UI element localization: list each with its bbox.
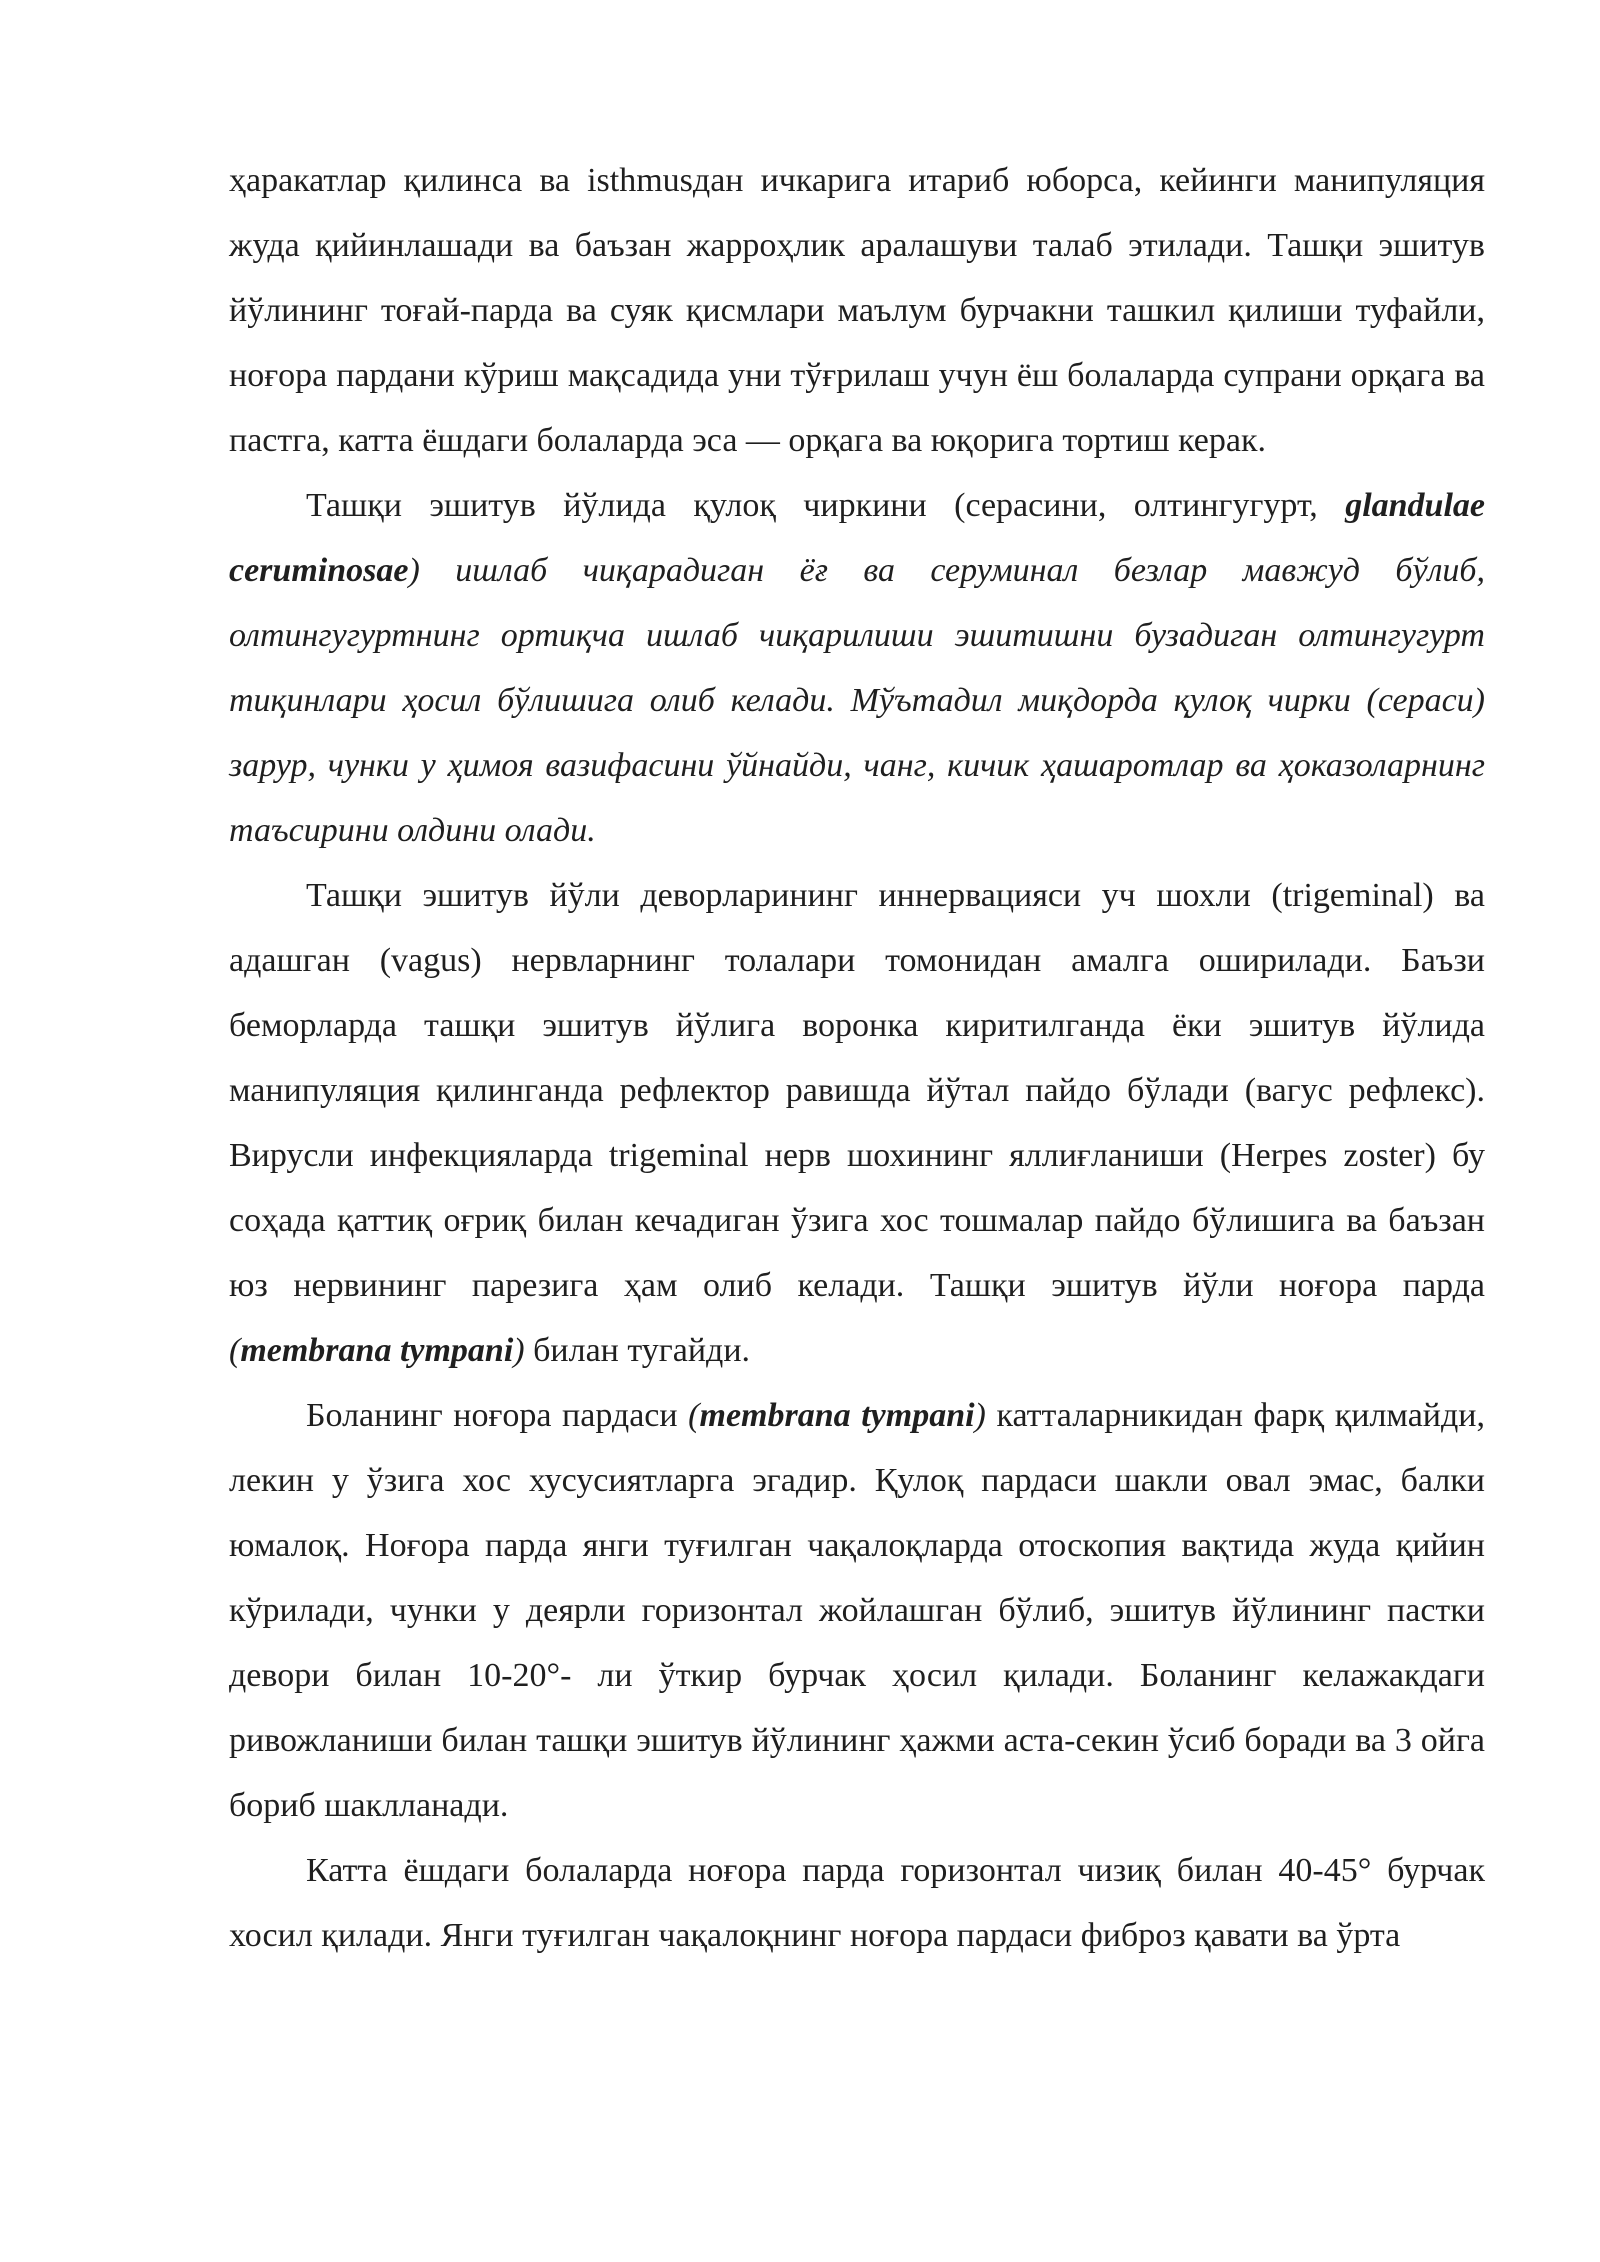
paragraph-5: Катта ёшдаги болаларда ноғора парда горизонтал чизиқ билан 40-45° бурчак хосил қилади. Янги туғилган чақалоқнинг ноғора пардаси фиброз қавати ва ўрта [229,1852,1485,1954]
paragraph-1: ҳаракатлар қилинса ва isthmusдан ичкарига итариб юборса, кейинги манипуляция жуда қийинлашади ва баъзан жарроҳлик аралашуви талаб этилади. Ташқи эшитув йўлининг тоғай-парда ва суяк қисмлари маълум бурчакни ташкил қилиши туфайли, ноғора пардани кўриш мақсадида уни тўғрилаш учун ёш болаларда супрани орқага ва пастга, катта ёшдаги болаларда эса — орқага ва юқорига тортиш керак. [229,162,1485,459]
paragraph-4-text-b: катталарникидан фарқ қилмайди, лекин у ўзига хос хусусиятларга эгадир. Қулоқ пардаси шакли овал эмас, балки юмалоқ. Ноғора парда янги туғилган чақалоқларда отоскопия вақтида жуда қийин кўрилади, чунки у деярли горизонтал жойлашган бўлиб, эшитув йўлининг пастки девори билан 10-20°- ли ўткир бурчак ҳосил қилади. Боланинг келажакдаги ривожланиши билан ташқи эшитув йўлининг ҳажми аста-секин ўсиб боради ва 3 ойга бориб шаклланади. [229,1397,1485,1824]
paragraph-4-paren-close: ) [974,1397,986,1434]
document-page [229,148,1485,1968]
paragraph-4 [229,1383,1485,1838]
paragraph-3-text-a: Ташқи эшитув йўли деворларининг иннервацияси уч шохли (trigeminal) ва адашган (vagus) нервларнинг толалари томонидан амалга оширилади. Баъзи беморларда ташқи эшитув йўлига воронка киритилганда ёки эшитув йўлида манипуляция қилинганда рефлектор равишда йўтал пайдо бўлади (вагус рефлекс). Вирусли инфекцияларда trigeminal нерв шохининг яллиғланиши (Herpes zoster) бу соҳада қаттиқ оғриқ билан кечадиган ўзига хос тошмалар пайдо бўлишига ва баъзан юз нервининг парезига ҳам олиб келади. Ташқи эшитув йўли ноғора парда [229,877,1485,1304]
paragraph-2 [229,473,1485,863]
latin-term-membrana-tympani: membrana tympani [699,1397,975,1434]
paragraph-3-paren-open: ( [229,1332,241,1369]
paragraph-4-paren-open: ( [688,1397,700,1434]
paragraph-2-text-b: ) ишлаб чиқарадиган ёғ ва серуминал безлар мавжуд бўлиб, олтингугуртнинг ортиқча ишлаб чиқарилиши эшитишни бузадиган олтингугурт тиқинлари ҳосил бўлишига олиб келади. Мўътадил миқдорда қулоқ чирки (сераси) зарур, чунки у ҳимоя вазифасини ўйнайди, чанг, кичик ҳашаротлар ва ҳоказоларнинг таъсирини олдини олади. [229,552,1485,849]
paragraph-3-text-b: билан тугайди. [524,1332,751,1369]
latin-term-membrana-tympani: membrana tympani [240,1332,514,1369]
paragraph-4-text-a: Боланинг ноғора пардаси [306,1397,689,1434]
latin-term-glandulae-ceruminosae: glandulae ceruminosae [229,487,1485,589]
paragraph-3 [229,863,1485,1383]
paragraph-3-paren-close: ) [513,1332,525,1369]
paragraph-2-text-a: Ташқи эшитув йўлида қулоқ чиркини (серасини, олтингугурт, [306,487,1346,524]
